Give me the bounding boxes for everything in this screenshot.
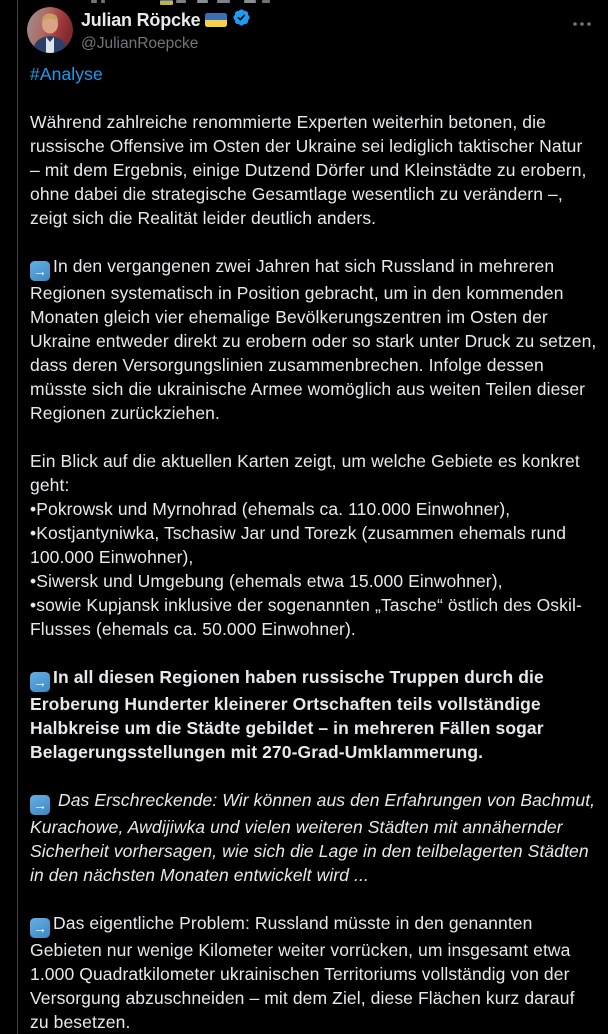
arrow-right-emoji: →	[30, 261, 50, 281]
avatar-image	[27, 7, 73, 53]
arrow-right-emoji: →	[30, 672, 50, 692]
left-edge-divider	[17, 0, 18, 1034]
ukraine-flag-emoji	[205, 13, 227, 27]
tweet-paragraph: → Das eigentliche Problem: Russland müsste in den genannten Gebieten nur wenige Kilometer weiter vorrücken, um insgesamt etwa 1.000 Quadratkilometer ukrainischen Territoriums vollständig von der Versorgung abzuschneiden – mit dem Ziel, diese Flächen kurz darauf zu besetzen.	[30, 913, 575, 1032]
display-name[interactable]: Julian Röpcke	[81, 10, 201, 30]
tweet-paragraph: Ein Blick auf die aktuellen Karten zeigt, um welche Gebiete es konkret geht: •Pokrowsk und Myrnohrad (ehemals ca. 110.000 Einwohner), •Kostjantyniwka, Tschasiw Jar und Torezk (zusammen ehemals rund 100.000 Einwohner), •Siwersk und Umgebung (ehemals etwa 15.000 Einwohner), •sowie Kupjansk inklusive der sogenannten „Tasche“ östlich des Oskil-Flusses (ehemals ca. 50.000 Einwohner).	[30, 451, 582, 639]
tweet-paragraph: Während zahlreiche renommierte Experten weiterhin betonen, die russische Offensive im Osten der Ukraine sei lediglich taktischer Natur – mit dem Ergebnis, einige Dutzend Dörfer und Kleinstädte zu erobern, ohne dabei die strategische Gesamtlage wesentlich zu verändern –, zeigt sich die Realität leider deutlich anders.	[30, 112, 587, 228]
verified-badge-icon	[232, 8, 251, 32]
author-names	[81, 8, 251, 54]
arrow-right-emoji: →	[30, 918, 50, 938]
tweet-paragraph: → Das Erschreckende: Wir können aus den Erfahrungen von Bachmut, Kurachowe, Awdijiwka und vielen weiteren Städten mit annähernder Sicherheit vorhersagen, wie sich die Lage in den teilbelagerten Städten in den nächsten Monaten entwickelt wird ...	[30, 790, 596, 885]
avatar[interactable]	[27, 7, 73, 53]
more-button[interactable]	[570, 15, 594, 33]
tweet-paragraphs	[30, 110, 597, 1034]
arrow-right-emoji: →	[30, 795, 50, 815]
user-handle[interactable]: @JulianRoepcke	[81, 35, 199, 52]
tweet-paragraph: → In all diesen Regionen haben russische Truppen durch die Eroberung Hunderter kleinerer Ortschaften teils vollständige Halbkreise um die Städte gebildet – in mehreren Fällen sogar Belagerungsstellungen mit 270-Grad-Umklammerung.	[30, 667, 544, 762]
clipped-previous-content	[0, 0, 608, 5]
tweet-header	[27, 7, 594, 55]
hashtag-link[interactable]: #Analyse	[30, 64, 103, 84]
more-dots-icon	[572, 21, 592, 27]
tweet-paragraph: → In den vergangenen zwei Jahren hat sich Russland in mehreren Regionen systematisch in Position gebracht, um in den kommenden Monaten gleich vier ehemalige Bevölkerungszentren im Osten der Ukraine entweder direkt zu erobern oder so stark unter Druck zu setzen, dass deren Versorgungslinien zusammenbrechen. Infolge dessen müsste sich die ukrainische Armee womöglich aus weiten Teilen dieser Regionen zurückziehen.	[30, 256, 597, 423]
tweet-text	[30, 62, 597, 1034]
